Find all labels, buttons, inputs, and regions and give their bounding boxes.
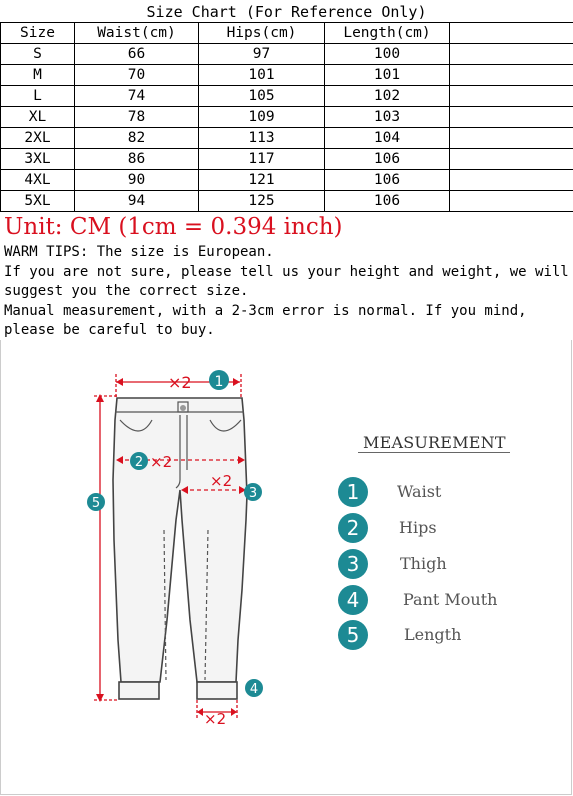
marker-4-label: 4 [249, 682, 259, 697]
size-table [0, 22, 573, 212]
cell-hips: 121 [199, 170, 325, 191]
cell-empty [450, 191, 573, 212]
unit-note: Unit: CM (1cm = 0.394 inch) [4, 214, 343, 240]
cell-empty [450, 128, 573, 149]
cell-hips: 101 [199, 65, 325, 86]
cell-size: 3XL [1, 149, 75, 170]
cell-size: M [1, 65, 75, 86]
hips-times-two: ×2 [150, 453, 173, 471]
cell-length: 106 [325, 191, 450, 212]
cell-length: 104 [325, 128, 450, 149]
cell-empty [450, 107, 573, 128]
table-row [1, 191, 573, 212]
legend-item-length [338, 620, 558, 650]
cell-empty [450, 149, 573, 170]
cell-size: 2XL [1, 128, 75, 149]
header-waist: Waist(cm) [75, 23, 199, 44]
table-row [1, 44, 573, 65]
cell-length: 106 [325, 170, 450, 191]
legend-label: Thigh [400, 554, 447, 573]
cell-hips: 109 [199, 107, 325, 128]
cell-waist: 82 [75, 128, 199, 149]
number-5-icon: 5 [338, 620, 368, 650]
cell-waist: 94 [75, 191, 199, 212]
cell-empty [450, 44, 573, 65]
cell-empty [450, 65, 573, 86]
marker-3-label: 3 [248, 486, 258, 501]
legend-title: MEASUREMENT [363, 433, 506, 452]
number-3-icon: 3 [338, 549, 368, 579]
legend-label: Length [404, 625, 462, 644]
number-4-icon: 4 [338, 585, 368, 615]
cell-hips: 97 [199, 44, 325, 65]
cell-waist: 74 [75, 86, 199, 107]
legend-item-thigh [338, 549, 558, 579]
number-1-icon: 1 [338, 477, 368, 507]
legend-item-pant-mouth [338, 585, 558, 615]
cell-size: 5XL [1, 191, 75, 212]
cell-size: 4XL [1, 170, 75, 191]
arrow-right-icon [233, 378, 240, 386]
header-size: Size [1, 23, 75, 44]
marker-1-label: 1 [214, 374, 224, 390]
arrow-right-icon [231, 708, 237, 716]
cell-hips: 113 [199, 128, 325, 149]
marker-2-label: 2 [134, 455, 144, 470]
cell-size: S [1, 44, 75, 65]
cell-length: 100 [325, 44, 450, 65]
table-row [1, 170, 573, 191]
legend-label: Hips [399, 518, 437, 537]
button-icon [180, 405, 186, 411]
cell-waist: 86 [75, 149, 199, 170]
chart-title: Size Chart (For Reference Only) [146, 3, 427, 21]
tip-line: WARM TIPS: The size is European. [4, 244, 274, 260]
header-empty [450, 23, 573, 44]
table-header-row [1, 23, 573, 44]
cell-waist: 70 [75, 65, 199, 86]
cell-size: L [1, 86, 75, 107]
cell-empty [450, 86, 573, 107]
legend-label: Waist [397, 482, 442, 501]
number-2-icon: 2 [338, 513, 368, 543]
cell-length: 102 [325, 86, 450, 107]
cell-waist: 90 [75, 170, 199, 191]
cell-length: 101 [325, 65, 450, 86]
table-row [1, 149, 573, 170]
cell-length: 106 [325, 149, 450, 170]
cell-hips: 105 [199, 86, 325, 107]
cell-hips: 117 [199, 149, 325, 170]
warm-tips [4, 243, 569, 341]
cell-waist: 78 [75, 107, 199, 128]
pant-mouth-times-two: ×2 [204, 710, 227, 728]
tip-line: Manual measurement, with a 2-3cm error is normal. If you mind, please be careful to buy. [4, 302, 527, 338]
table-row [1, 65, 573, 86]
legend-item-hips [338, 513, 558, 543]
table-row [1, 86, 573, 107]
pants-diagram [0, 360, 330, 740]
waist-times-two: ×2 [168, 373, 192, 392]
thigh-times-two: ×2 [210, 472, 233, 490]
arrow-left-icon [116, 378, 123, 386]
arrow-down-icon [96, 694, 104, 702]
table-row [1, 107, 573, 128]
cell-waist: 66 [75, 44, 199, 65]
cell-hips: 125 [199, 191, 325, 212]
legend-divider [358, 452, 510, 453]
arrow-up-icon [96, 394, 104, 402]
marker-5-label: 5 [91, 496, 101, 511]
cell-size: XL [1, 107, 75, 128]
legend-item-waist [338, 477, 558, 507]
legend-label: Pant Mouth [403, 590, 498, 609]
cell-empty [450, 170, 573, 191]
cell-length: 103 [325, 107, 450, 128]
header-hips: Hips(cm) [199, 23, 325, 44]
arrow-left-icon [197, 708, 203, 716]
table-row [1, 128, 573, 149]
tip-line: If you are not sure, please tell us your height and weight, we will suggest you the correct size. [4, 263, 569, 299]
header-length: Length(cm) [325, 23, 450, 44]
